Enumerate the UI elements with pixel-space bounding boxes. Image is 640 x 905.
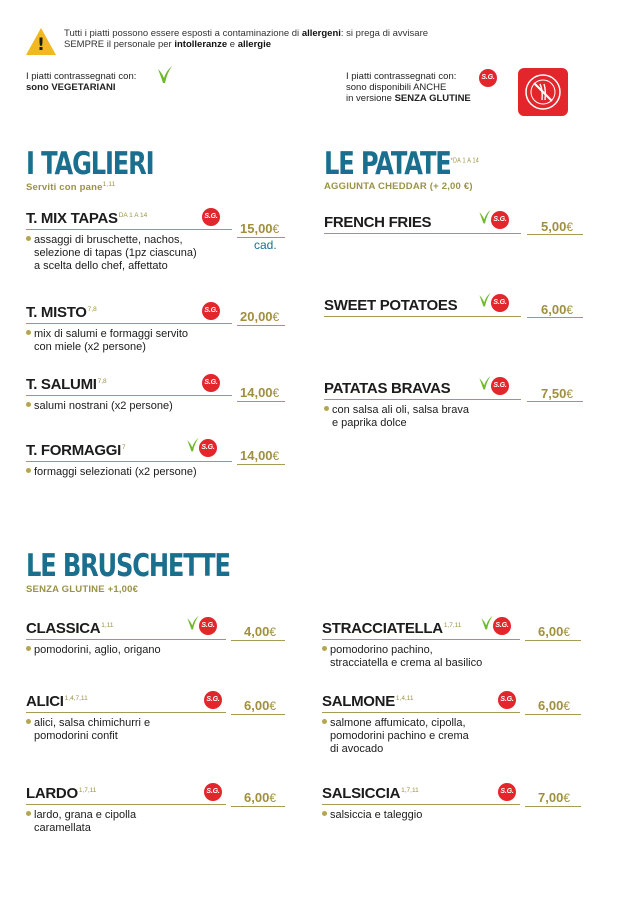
- item-badges: [202, 374, 220, 392]
- item-name: T. SALUMI$^{7,8}$: [26, 376, 107, 393]
- item-name: SALMONE$^{1,4,11}$: [322, 693, 414, 710]
- item-head: [322, 693, 520, 713]
- menu-item-misto: [26, 304, 232, 353]
- section-title-taglieri: I TAGLIERI: [26, 146, 154, 182]
- item-description: salumi nostrani (x2 persone): [26, 400, 173, 413]
- legend-veg-line2: sono VEGETARIANI: [26, 82, 116, 93]
- sg-badge-icon: S.G.: [199, 439, 217, 457]
- item-name: LARDO$^{1,7,11}$: [26, 785, 97, 802]
- legend-veg-line1: I piatti contrassegnati con:: [26, 71, 137, 82]
- warning-exclamation: !: [37, 35, 45, 55]
- item-head: [324, 380, 521, 400]
- item-description: pomodorino pachino, stracciatella e crema al basilico: [322, 644, 482, 670]
- section-title-bruschette: LE BRUSCHETTE: [26, 548, 230, 584]
- price-underline: [527, 401, 583, 402]
- warning-line2-mid: e: [227, 39, 238, 50]
- legend-gluten-free: [346, 71, 516, 104]
- item-head: [26, 620, 226, 640]
- item-badges: [202, 302, 220, 320]
- gluten-free-logo: [518, 68, 568, 116]
- item-description: salsiccia e taleggio: [322, 809, 422, 822]
- sg-badge-icon: S.G.: [202, 302, 220, 320]
- price-underline: [527, 234, 583, 235]
- item-price: 20,00€: [240, 309, 280, 324]
- vegetarian-leaf-icon: [478, 375, 492, 396]
- item-price: 5,00€: [541, 219, 573, 234]
- section-subtitle-patate: AGGIUNTA CHEDDAR (+ 2,00 €): [324, 181, 473, 192]
- item-head: [324, 297, 521, 317]
- item-description: pomodorini, aglio, origano: [26, 644, 161, 657]
- item-price: 7,00€: [538, 790, 570, 805]
- menu-item-formaggi: [26, 442, 232, 478]
- item-description: salmone affumicato, cipolla, pomodorini pachino e crema di avocado: [322, 717, 469, 756]
- sg-badge-icon: S.G.: [498, 691, 516, 709]
- item-price: 6,00€: [538, 624, 570, 639]
- warning-line2-bold1: intolleranze: [174, 39, 228, 50]
- item-badges: [186, 615, 217, 636]
- warning-line2-bold2: allergie: [237, 39, 271, 50]
- item-name: SALSICCIA$^{1,7,11}$: [322, 785, 419, 802]
- menu-item-sweet-potatoes: [324, 297, 521, 317]
- price-underline: [237, 401, 285, 402]
- price-underline: [527, 317, 583, 318]
- taglieri-subtitle-text: Serviti con pane: [26, 182, 103, 194]
- item-badges: [498, 783, 516, 801]
- warning-line1-pre: Tutti i piatti possono essere esposti a contaminazione di: [64, 28, 302, 39]
- item-description: assaggi di bruschette, nachos, selezione di tapas (1pz ciascuna) a scelta dello chef, affettato: [26, 234, 197, 273]
- item-badges: [478, 375, 509, 396]
- section-subtitle-taglieri: [26, 181, 116, 193]
- item-price: 15,00€: [240, 221, 280, 236]
- item-description: con salsa ali oli, salsa brava e paprika dolce: [324, 404, 469, 430]
- warning-text: [64, 28, 534, 50]
- sg-badge-icon: S.G.: [202, 208, 220, 226]
- item-name: CLASSICA$^{1,11}$: [26, 620, 114, 637]
- menu-item-lardo: [26, 785, 226, 834]
- price-underline: [525, 714, 581, 715]
- price-underline: [231, 806, 285, 807]
- item-price: 6,00€: [244, 698, 276, 713]
- item-name: ALICI$^{1,4,7,11}$: [26, 693, 88, 710]
- item-badges: [204, 691, 222, 709]
- item-price: 14,00€: [240, 385, 280, 400]
- item-head: [26, 376, 232, 396]
- price-underline: [237, 464, 285, 465]
- sg-badge-icon: S.G.: [204, 691, 222, 709]
- warning-line2-pre: SEMPRE il personale per: [64, 39, 175, 50]
- item-badges: [498, 691, 516, 709]
- item-head: [26, 442, 232, 462]
- item-price: 7,50€: [541, 386, 573, 401]
- menu-item-stracciatella: [322, 620, 520, 669]
- item-badges: [480, 615, 511, 636]
- sg-badge-icon: S.G.: [204, 783, 222, 801]
- price-underline: [231, 640, 285, 641]
- item-head: [322, 620, 520, 640]
- item-name: FRENCH FRIES: [324, 214, 432, 231]
- legend-sg-line1: I piatti contrassegnati con:: [346, 71, 457, 82]
- item-head: [26, 693, 226, 713]
- item-description: mix di salumi e formaggi servito con miele (x2 persone): [26, 328, 188, 354]
- menu-item-mix-tapas: [26, 210, 232, 272]
- sg-badge-icon: S.G.: [199, 617, 217, 635]
- legend-sg-line3-pre: in versione: [346, 93, 395, 104]
- item-badges: [186, 437, 217, 458]
- menu-item-salmone: [322, 693, 520, 755]
- taglieri-subtitle-sup: 1,11: [102, 181, 116, 188]
- item-price: 14,00€: [240, 448, 280, 463]
- menu-item-french-fries: [324, 214, 521, 234]
- item-description: formaggi selezionati (x2 persone): [26, 466, 197, 479]
- item-badges: [478, 292, 509, 313]
- legend-sg-line3-bold: SENZA GLUTINE: [394, 93, 471, 104]
- item-name: PATATAS BRAVAS: [324, 380, 451, 397]
- legend-sg-line2: sono disponibili ANCHE: [346, 82, 447, 93]
- item-name: STRACCIATELLA$^{1,7,11}$: [322, 620, 462, 637]
- item-price: 6,00€: [244, 790, 276, 805]
- vegetarian-leaf-icon: [480, 615, 494, 636]
- menu-item-patatas-bravas: [324, 380, 521, 429]
- menu-item-classica: [26, 620, 226, 656]
- sg-badge-icon: S.G.: [479, 69, 497, 87]
- item-price: 4,00€: [244, 624, 276, 639]
- menu-item-salumi: [26, 376, 232, 412]
- menu-item-alici: [26, 693, 226, 742]
- legend-vegetarian: [26, 71, 226, 93]
- sg-badge-icon: S.G.: [491, 377, 509, 395]
- allergen-warning: [26, 26, 546, 60]
- item-name: T. MIX $TAPAS^{DA 1 A 14}$: [26, 210, 148, 227]
- item-badges: [478, 209, 509, 230]
- item-head: [26, 785, 226, 805]
- item-price: 6,00€: [538, 698, 570, 713]
- item-name: T. MISTO$^{7,8}$: [26, 304, 97, 321]
- item-description: alici, salsa chimichurri e pomodorini confit: [26, 717, 150, 743]
- sg-badge-icon: S.G.: [498, 783, 516, 801]
- section-subtitle-bruschette: SENZA GLUTINE +1,00€: [26, 584, 139, 595]
- item-price: 6,00€: [541, 302, 573, 317]
- sg-badge-icon: S.G.: [202, 374, 220, 392]
- price-underline: [237, 325, 285, 326]
- sg-badge-icon: S.G.: [491, 211, 509, 229]
- item-head: [26, 210, 232, 230]
- item-head: [322, 785, 520, 805]
- price-underline: [231, 714, 285, 715]
- sg-badge-icon: S.G.: [491, 294, 509, 312]
- section-title-patate: LE $PATATE^{*DA 1 A 14}$: [324, 146, 480, 182]
- item-badges: [202, 208, 220, 226]
- menu-item-salsiccia: [322, 785, 520, 821]
- item-head: [26, 304, 232, 324]
- item-description: lardo, grana e cipolla caramellata: [26, 809, 136, 835]
- price-underline: [525, 806, 581, 807]
- vegetarian-leaf-icon: [157, 65, 173, 88]
- sg-badge-icon: S.G.: [493, 617, 511, 635]
- item-badges: [204, 783, 222, 801]
- vegetarian-leaf-icon: [478, 209, 492, 230]
- vegetarian-leaf-icon: [186, 615, 200, 636]
- warning-line1-post: : si prega di avvisare: [340, 28, 429, 39]
- vegetarian-leaf-icon: [186, 437, 200, 458]
- vegetarian-leaf-icon: [478, 292, 492, 313]
- item-price-note: cad.: [254, 238, 277, 252]
- warning-line1-bold: allergeni: [301, 28, 341, 39]
- item-name: T. FORMAGGI$^7$: [26, 442, 126, 459]
- item-head: [324, 214, 521, 234]
- item-name: SWEET POTATOES: [324, 297, 458, 314]
- price-underline: [525, 640, 581, 641]
